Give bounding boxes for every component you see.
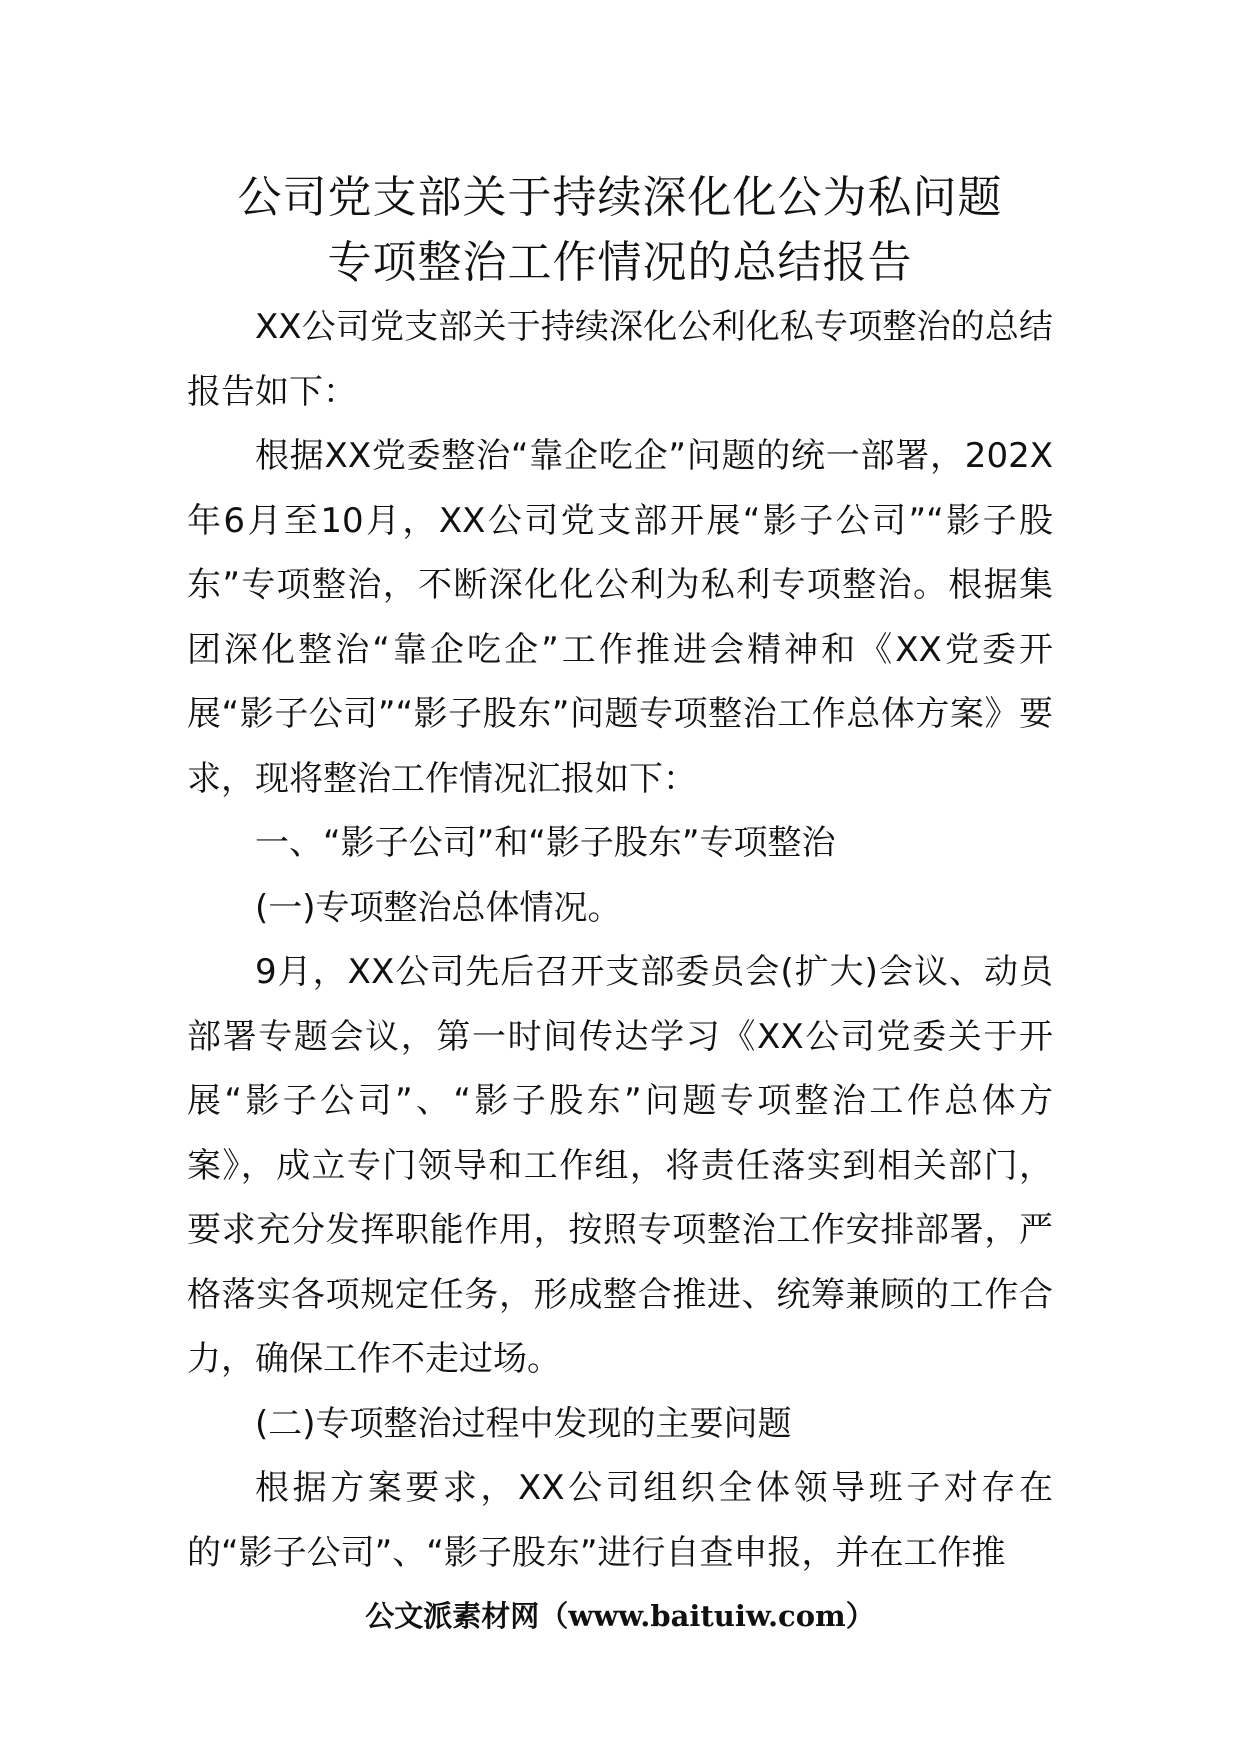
document-title-line-1: 公司党支部关于持续深化化公为私问题 [237,172,1003,223]
subsection-heading-2: (二)专项整治过程中发现的主要问题 [255,1403,792,1444]
subsection-heading-1: (一)专项整治总体情况。 [255,887,622,928]
paragraph-background: 根据XX党委整治“靠企吃企”问题的统一部署，202X年6月至10月，XX公司党支部开展“影子公司”“影子股东”专项整治，不断深化化公利为私利专项整治。根据集团深化整治“靠企吃企”工作推进会精神和《XX党委开展“影子公司”“影子股东”问题专项整治工作总体方案》要求，现将整治工作情况汇报如下： [187,436,1053,799]
paragraph-intro: XX公司党支部关于持续深化公利化私专项整治的总结报告如下： [187,307,1053,412]
document-title-line-2: 专项整治工作情况的总结报告 [327,237,913,288]
paragraph-overview: 9月，XX公司先后召开支部委员会(扩大)会议、动员部署专题会议，第一时间传达学习《XX公司党委关于开展“影子公司”、“影子股东”问题专项整治工作总体方案》，成立专门领导和工作组，将责任落实到相关部门，要求充分发挥职能作用，按照专项整治工作安排部署，严格落实各项规定任务，形成整合推进、统筹兼顾的工作合力，确保工作不走过场。 [187,952,1053,1379]
section-heading-1: 一、“影子公司”和“影子股东”专项整治 [255,823,836,863]
footer-watermark: 公文派素材网（www.baituiw.com） [365,1599,875,1633]
paragraph-problems: 根据方案要求，XX公司组织全体领导班子对存在的“影子公司”、“影子股东”进行自查申报，并在工作推 [187,1468,1053,1573]
document-body [187,295,1053,1585]
